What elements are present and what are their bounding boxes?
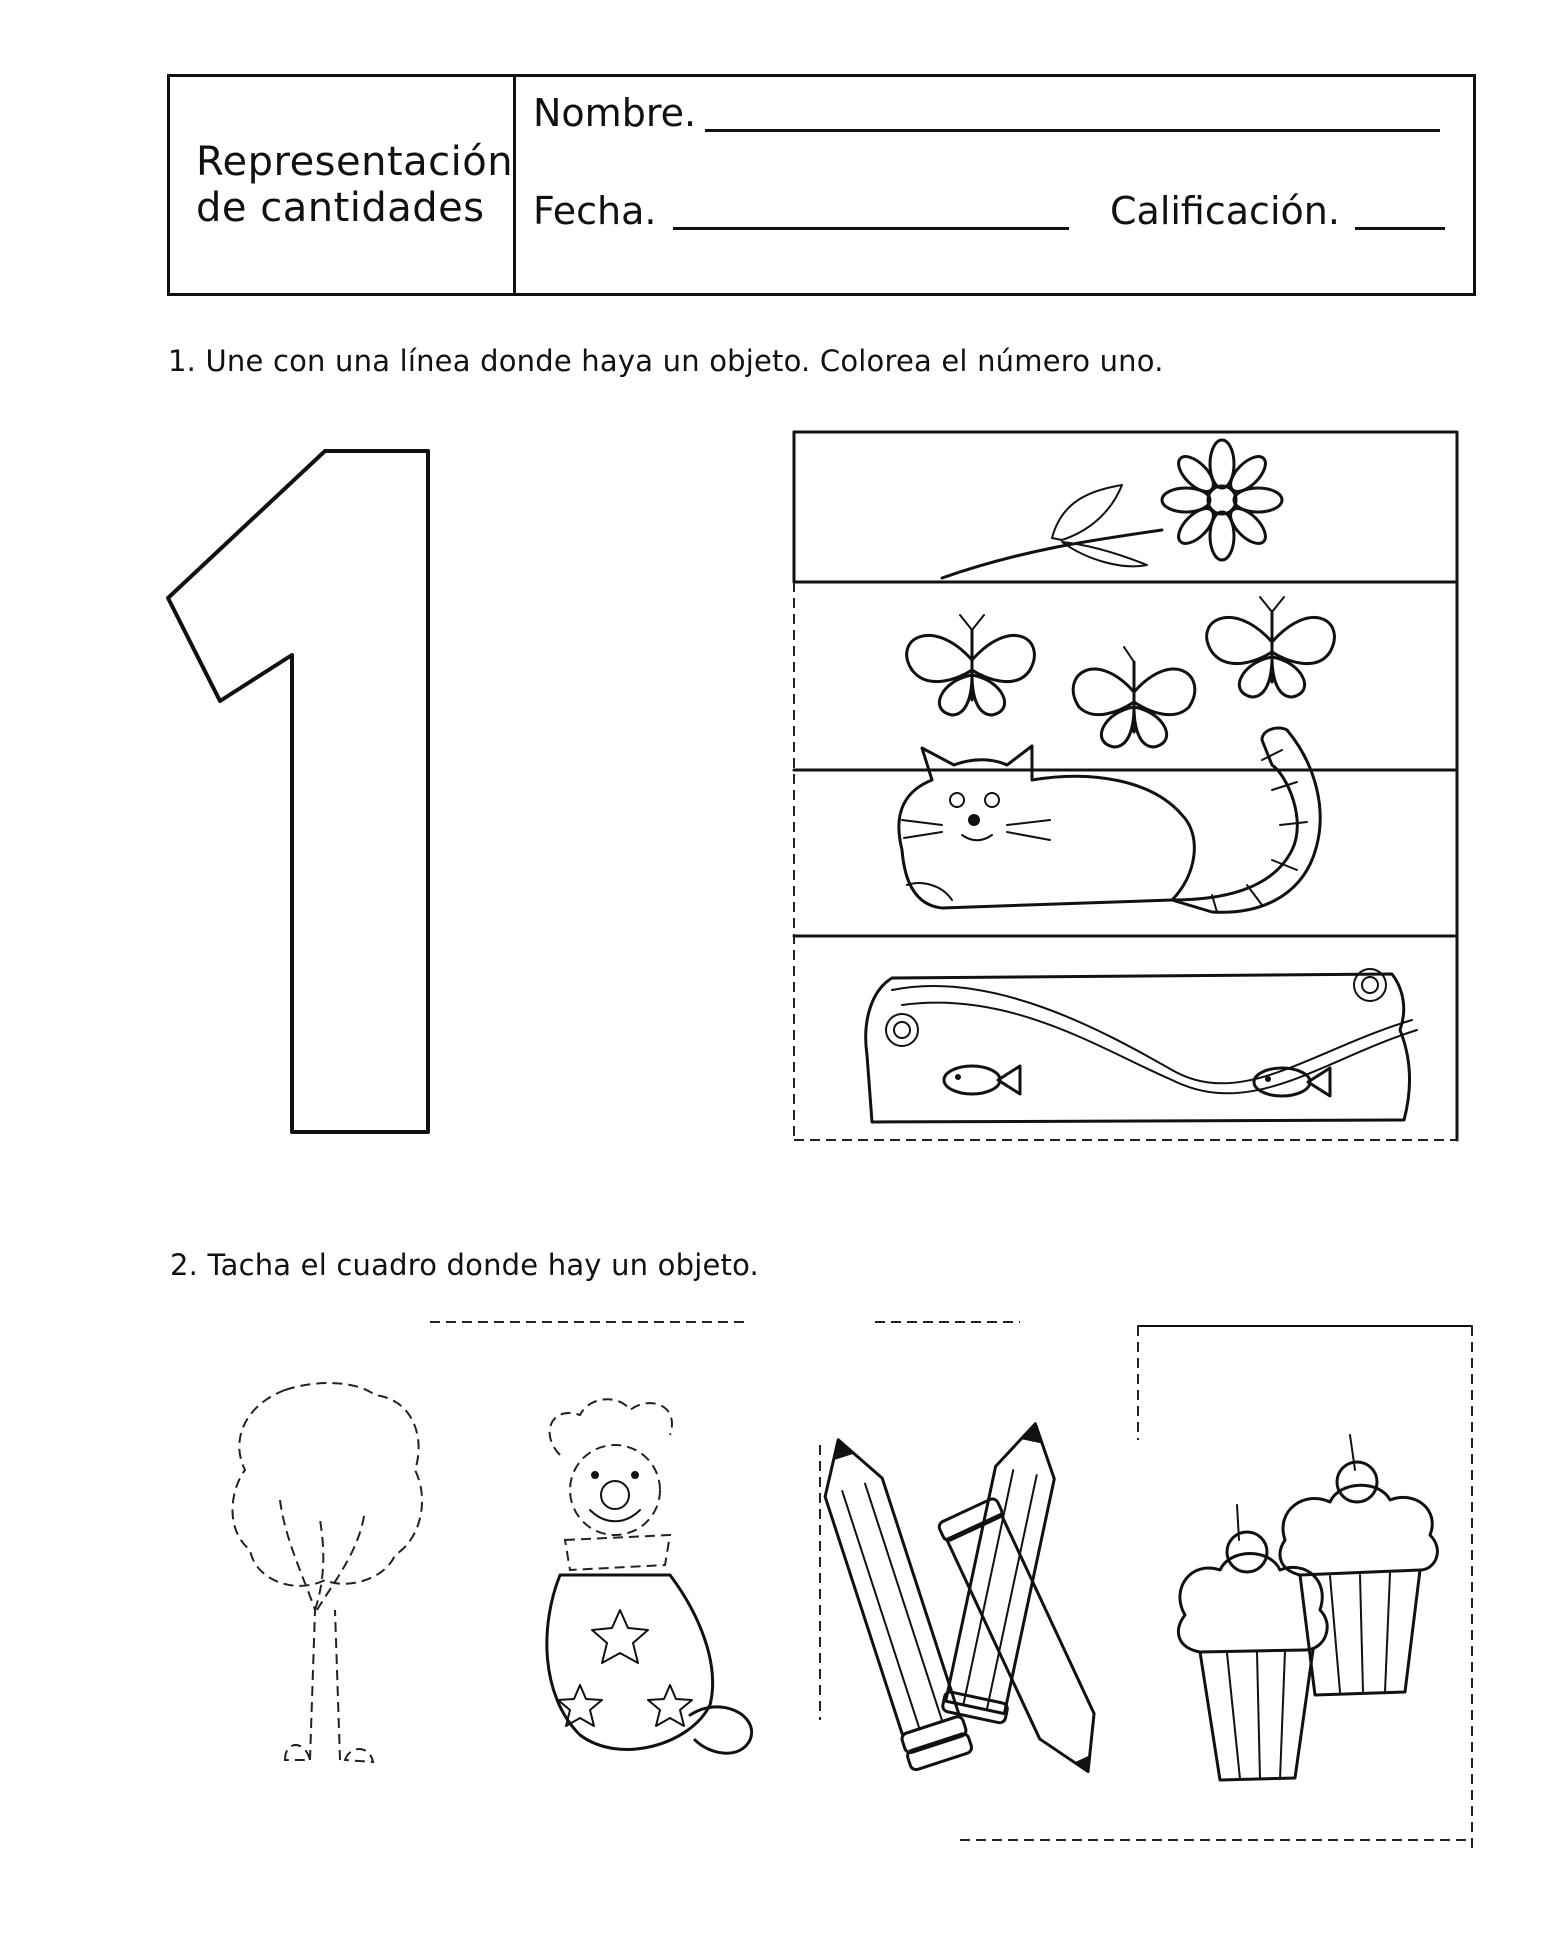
exercise1-instruction: 1. Une con una línea donde haya un objeto. Colorea el número uno.: [168, 344, 1164, 378]
number-one-outline[interactable]: [160, 445, 440, 1145]
exercise1-options-grid: [792, 430, 1460, 1142]
worksheet-title-line1: Representación: [196, 139, 514, 185]
item-cupcakes[interactable]: [1165, 1430, 1455, 1800]
grade-label: Calificación.: [1110, 189, 1340, 233]
date-label: Fecha.: [533, 189, 657, 233]
name-label: Nombre.: [533, 91, 697, 135]
item-pencils[interactable]: [860, 1430, 1120, 1810]
option-flower[interactable]: [942, 440, 1282, 578]
option-butterflies[interactable]: [907, 597, 1335, 747]
worksheet-title-line2: de cantidades: [196, 185, 485, 231]
grade-field[interactable]: [1355, 227, 1445, 230]
title-cell: [170, 77, 516, 293]
item-tree[interactable]: [225, 1380, 435, 1800]
exercise2-instruction: 2. Tacha el cuadro donde hay un objeto.: [170, 1248, 759, 1282]
date-field[interactable]: [673, 227, 1069, 230]
header-table: [167, 74, 1476, 296]
item-clown[interactable]: [520, 1395, 780, 1795]
option-cat[interactable]: [899, 728, 1320, 912]
name-field[interactable]: [705, 129, 1440, 132]
option-fish[interactable]: [866, 969, 1417, 1122]
